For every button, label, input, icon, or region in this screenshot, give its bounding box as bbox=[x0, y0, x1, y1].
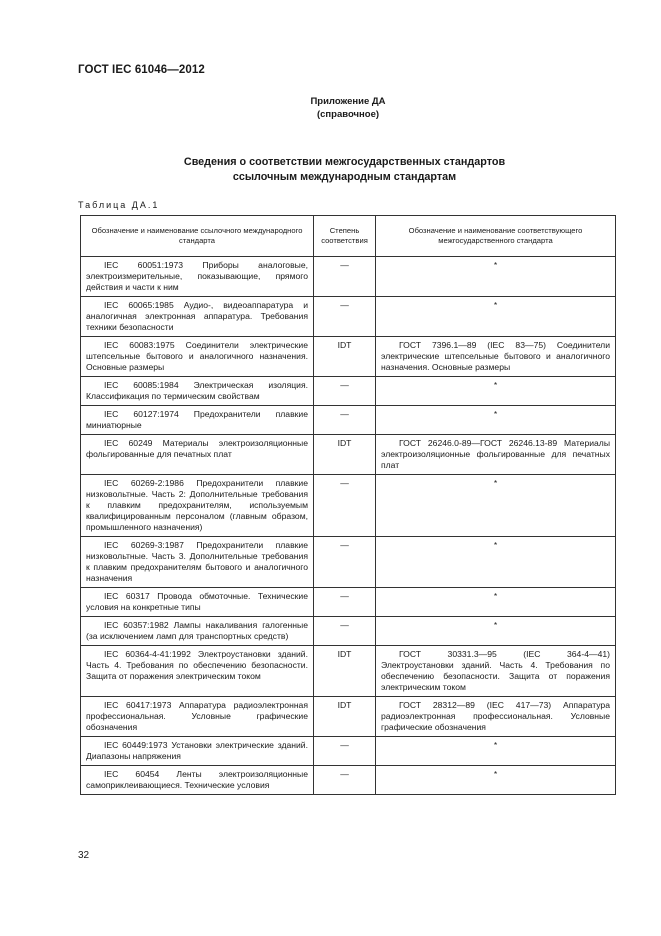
international-standard-cell: IEC 60269-2:1986 Предохранители плавкие низковольтные. Часть 2: Дополнительные требования к плавким предохранителям, используемым квалифицированным персоналом (главным образом, промышленного назначения) bbox=[81, 475, 314, 537]
degree-cell: — bbox=[314, 406, 376, 435]
table-row bbox=[81, 257, 616, 297]
degree-cell: — bbox=[314, 537, 376, 588]
degree-cell: — bbox=[314, 257, 376, 297]
degree-cell: — bbox=[314, 297, 376, 337]
international-standard-cell: IEC 60454 Ленты электроизоляционные самоприклеивающиеся. Технические условия bbox=[81, 766, 314, 795]
table-row bbox=[81, 766, 616, 795]
appendix-subtitle: (справочное) bbox=[316, 109, 380, 120]
table-header-row bbox=[81, 216, 616, 257]
international-standard-cell: IEC 60449:1973 Установки электрические зданий. Диапазоны напряжения bbox=[81, 737, 314, 766]
interstate-standard-cell: ГОСТ 7396.1—89 (IEC 83—75) Соединители электрические штепсельные бытового и аналогичного назначения. Основные размеры bbox=[376, 337, 616, 377]
interstate-standard-cell: * bbox=[376, 406, 616, 435]
interstate-standard-cell: * bbox=[376, 297, 616, 337]
table-row bbox=[81, 406, 616, 435]
interstate-standard-cell: * bbox=[376, 766, 616, 795]
page-number: 32 bbox=[78, 850, 90, 861]
degree-cell: IDT bbox=[314, 646, 376, 697]
table-row bbox=[81, 377, 616, 406]
header-international-standard: Обозначение и наименование ссылочного международного стандарта bbox=[81, 216, 314, 257]
section-heading-line-1: Сведения о соответствии межгосударственных стандартов bbox=[183, 156, 506, 168]
degree-cell: IDT bbox=[314, 697, 376, 737]
header-degree-of-correspondence: Степень соответствия bbox=[314, 216, 376, 257]
table-row bbox=[81, 737, 616, 766]
document-code: ГОСТ IEC 61046—2012 bbox=[78, 64, 205, 76]
international-standard-cell: IEC 60317 Провода обмоточные. Технические условия на конкретные типы bbox=[81, 588, 314, 617]
degree-cell: — bbox=[314, 475, 376, 537]
degree-cell: — bbox=[314, 588, 376, 617]
table-row bbox=[81, 435, 616, 475]
header-interstate-standard: Обозначение и наименование соответствующего межгосударственного стандарта bbox=[376, 216, 616, 257]
international-standard-cell: IEC 60051:1973 Приборы аналоговые, электроизмерительные, показывающие, прямого действия и части к ним bbox=[81, 257, 314, 297]
international-standard-cell: IEC 60417:1973 Аппаратура радиоэлектронная профессиональная. Условные графические обозначения bbox=[81, 697, 314, 737]
interstate-standard-cell: * bbox=[376, 588, 616, 617]
table-row bbox=[81, 337, 616, 377]
interstate-standard-cell: * bbox=[376, 475, 616, 537]
degree-cell: — bbox=[314, 766, 376, 795]
degree-cell: — bbox=[314, 377, 376, 406]
degree-cell: IDT bbox=[314, 337, 376, 377]
interstate-standard-cell: * bbox=[376, 737, 616, 766]
international-standard-cell: IEC 60357:1982 Лампы накаливания галогенные (за исключением ламп для транспортных средств) bbox=[81, 617, 314, 646]
section-heading bbox=[0, 155, 661, 185]
international-standard-cell: IEC 60127:1974 Предохранители плавкие миниатюрные bbox=[81, 406, 314, 435]
table-row bbox=[81, 617, 616, 646]
table-label: Таблица ДА.1 bbox=[78, 200, 160, 210]
degree-cell: — bbox=[314, 737, 376, 766]
interstate-standard-cell: * bbox=[376, 617, 616, 646]
interstate-standard-cell: * bbox=[376, 257, 616, 297]
interstate-standard-cell: ГОСТ 28312—89 (IEC 417—73) Аппаратура радиоэлектронная профессиональная. Условные графические обозначения bbox=[376, 697, 616, 737]
international-standard-cell: IEC 60249 Материалы электроизоляционные фольгированные для печатных плат bbox=[81, 435, 314, 475]
degree-cell: IDT bbox=[314, 435, 376, 475]
interstate-standard-cell: ГОСТ 26246.0-89—ГОСТ 26246.13-89 Материалы электроизоляционные фольгированные для печатных плат bbox=[376, 435, 616, 475]
international-standard-cell: IEC 60065:1985 Аудио-, видеоаппаратура и аналогичная электронная аппаратура. Требования техники безопасности bbox=[81, 297, 314, 337]
appendix-title: Приложение ДА bbox=[310, 96, 386, 107]
section-heading-line-2: ссылочным международным стандартам bbox=[232, 171, 457, 183]
interstate-standard-cell: ГОСТ 30331.3—95 (IEC 364-4—41) Электроустановки зданий. Часть 4. Требования по обеспечению безопасности. Защита от поражения электрическим током bbox=[376, 646, 616, 697]
correspondence-table bbox=[80, 215, 616, 795]
interstate-standard-cell: * bbox=[376, 537, 616, 588]
table-row bbox=[81, 697, 616, 737]
table-row bbox=[81, 588, 616, 617]
table-row bbox=[81, 475, 616, 537]
degree-cell: — bbox=[314, 617, 376, 646]
international-standard-cell: IEC 60269-3:1987 Предохранители плавкие низковольтные. Часть 3. Дополнительные требования к плавким предохранителям бытового и аналогичного назначения bbox=[81, 537, 314, 588]
table-row bbox=[81, 297, 616, 337]
table-row bbox=[81, 646, 616, 697]
international-standard-cell: IEC 60364-4-41:1992 Электроустановки зданий. Часть 4. Требования по обеспечению безопасности. Защита от поражения электрическим током bbox=[81, 646, 314, 697]
table-row bbox=[81, 537, 616, 588]
interstate-standard-cell: * bbox=[376, 377, 616, 406]
international-standard-cell: IEC 60083:1975 Соединители электрические штепсельные бытового и аналогичного назначения. Основные размеры bbox=[81, 337, 314, 377]
appendix-block bbox=[0, 95, 661, 121]
international-standard-cell: IEC 60085:1984 Электрическая изоляция. Классификация по термическим свойствам bbox=[81, 377, 314, 406]
